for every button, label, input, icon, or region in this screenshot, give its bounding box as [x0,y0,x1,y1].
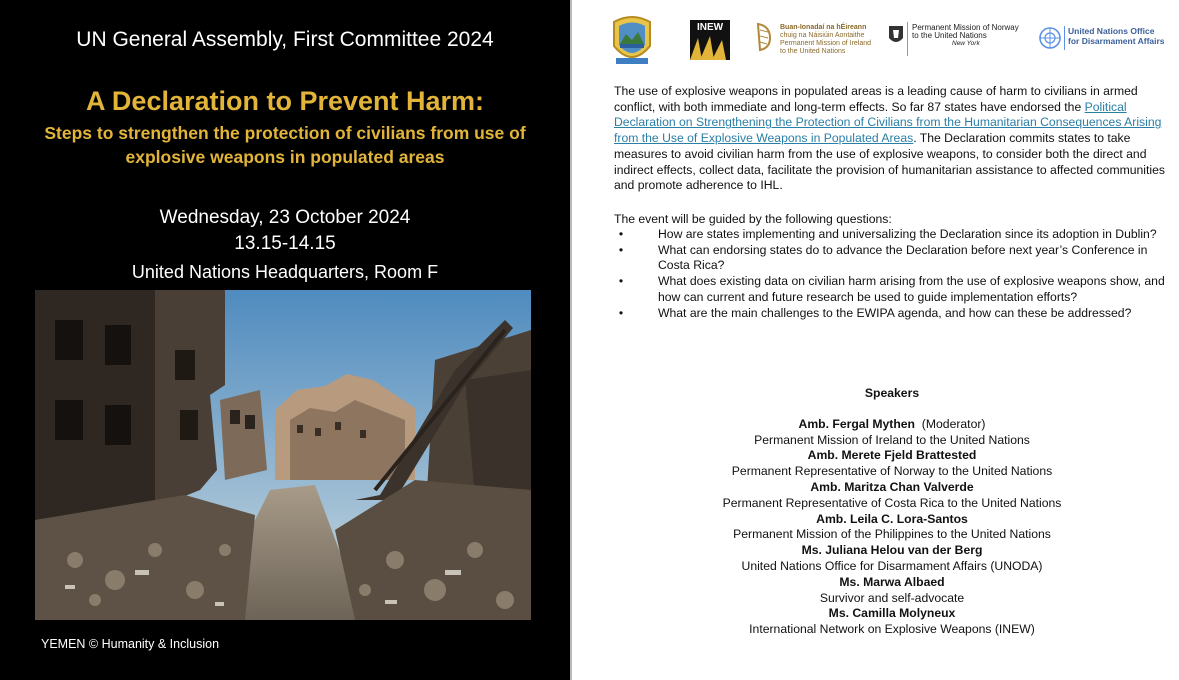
speaker-role: Permanent Representative of Costa Rica to the United Nations [722,495,1062,510]
panel-divider [570,0,572,680]
speaker-role: Permanent Mission of Ireland to the United Nations [754,432,1030,447]
norway-logo-rule [907,22,908,56]
speaker-name: Amb. Leila C. Lora-Santos [816,511,968,526]
intro-text-before-link: The use of explosive weapons in populated areas is a leading cause of harm to civilians in armed conflict, with both immediate and long-term effects. So far 87 states have endorsed the [614,84,1138,114]
speaker-entry [614,480,1170,512]
speaker-note: (Moderator) [921,416,986,431]
logo-row [600,12,1170,72]
questions-list [614,227,1166,321]
speaker-name: Ms. Camilla Molyneux [828,606,956,621]
costa-rica-coat-of-arms-icon [608,14,656,73]
speaker-entry [614,417,1170,449]
bullet-icon: • [618,305,624,320]
speaker-role: Permanent Mission of the Philippines to the United Nations [733,527,1051,542]
question-item [614,306,1166,322]
speaker-name: Amb. Maritza Chan Valverde [810,479,974,494]
unoda-logo-line-2: for Disarmament Affairs [1068,36,1165,46]
ireland-harp-icon [754,22,774,57]
unoda-logo-text [1068,26,1178,46]
speakers-heading: Speakers [864,386,920,400]
speaker-role: Permanent Representative of Norway to the United Nations [731,464,1053,479]
intro-paragraph [614,84,1166,194]
speaker-entry [614,543,1170,575]
event-title: A Declaration to Prevent Harm: [85,86,485,116]
political-declaration-link[interactable]: Political Declaration on Strengthening the Protection of Civilians from the Humanitarian Consequences Arising from the Use of Explosive Weapons in Populated Areas [614,99,1162,146]
question-item [614,274,1166,305]
flyer-left-panel [0,0,570,680]
ireland-logo-line-3: Permanent Mission of Ireland [780,40,872,47]
speaker-name: Amb. Merete Fjeld Brattested [807,448,977,463]
question-text: What are the main challenges to the EWIPA agenda, and how can these be addressed? [658,305,1132,320]
unoda-logo-rule [1064,26,1065,50]
speaker-entry [614,448,1170,480]
inew-logo-text: INEW [696,22,724,33]
bullet-icon: • [618,227,624,241]
destroyed-street-photo [35,290,531,620]
ireland-logo-line-1: Buan-Ionadaí na hÉireann [780,24,867,31]
event-venue: United Nations Headquarters, Room F [131,262,439,282]
speaker-role: International Network on Explosive Weapons (INEW) [749,622,1035,637]
speaker-entry [614,512,1170,544]
speaker-name: Ms. Marwa Albaed [839,574,945,589]
speaker-name: Ms. Juliana Helou van der Berg [801,543,983,558]
questions-intro: The event will be guided by the following questions: [614,212,892,226]
un-emblem-icon [1038,26,1062,55]
question-item [614,243,1166,274]
question-text: What can endorsing states do to advance the Declaration before next year’s Conference in Costa Rica? [658,242,1148,273]
ireland-logo-line-4: to the United Nations [780,48,846,55]
speaker-role: Survivor and self-advocate [819,590,965,605]
event-subtitle: Steps to strengthen the protection of civilians from use of explosive weapons in populated areas [44,123,526,167]
norway-logo-line-3: New York [952,40,980,47]
ireland-mission-logo-text [780,24,880,56]
speaker-entry [614,575,1170,607]
norway-crest-icon [888,24,904,51]
inew-logo-icon [690,20,730,60]
question-item [614,227,1166,243]
bullet-icon: • [618,242,624,257]
norway-mission-logo-text [912,24,1032,48]
speakers-section [614,386,1170,638]
norway-logo-line-2: to the United Nations [912,31,987,40]
unoda-logo-line-1: United Nations Office [1068,26,1155,36]
speaker-entry [614,606,1170,638]
norway-logo-line-1: Permanent Mission of Norway [912,23,1019,32]
bullet-icon: • [618,274,624,289]
question-text: What does existing data on civilian harm arising from the use of explosive weapons show, and how can current and future research be used to guide implementation efforts? [658,274,1165,304]
ireland-logo-line-2: chuig na Náisiúin Aontaithe [780,32,865,39]
photo-caption: YEMEN © Humanity & Inclusion [41,637,220,651]
event-series: UN General Assembly, First Committee 2024 [76,28,494,51]
speaker-role: United Nations Office for Disarmament Affairs (UNODA) [741,558,1043,573]
speaker-name: Amb. Fergal Mythen [798,416,916,431]
event-date: Wednesday, 23 October 2024 [159,207,411,228]
event-time: 13.15-14.15 [234,233,336,254]
intro-text-after-link: . The Declaration commits states to take measures to avoid civilian harm from the use of explosive weapons, to consider both the direct and indirect effects, collect data, facilitate the provision of humanitarian assistance to affected communities and promote adherence to IHL. [614,131,1165,193]
question-text: How are states implementing and universalizing the Declaration since its adoption in Dublin? [658,227,1157,241]
